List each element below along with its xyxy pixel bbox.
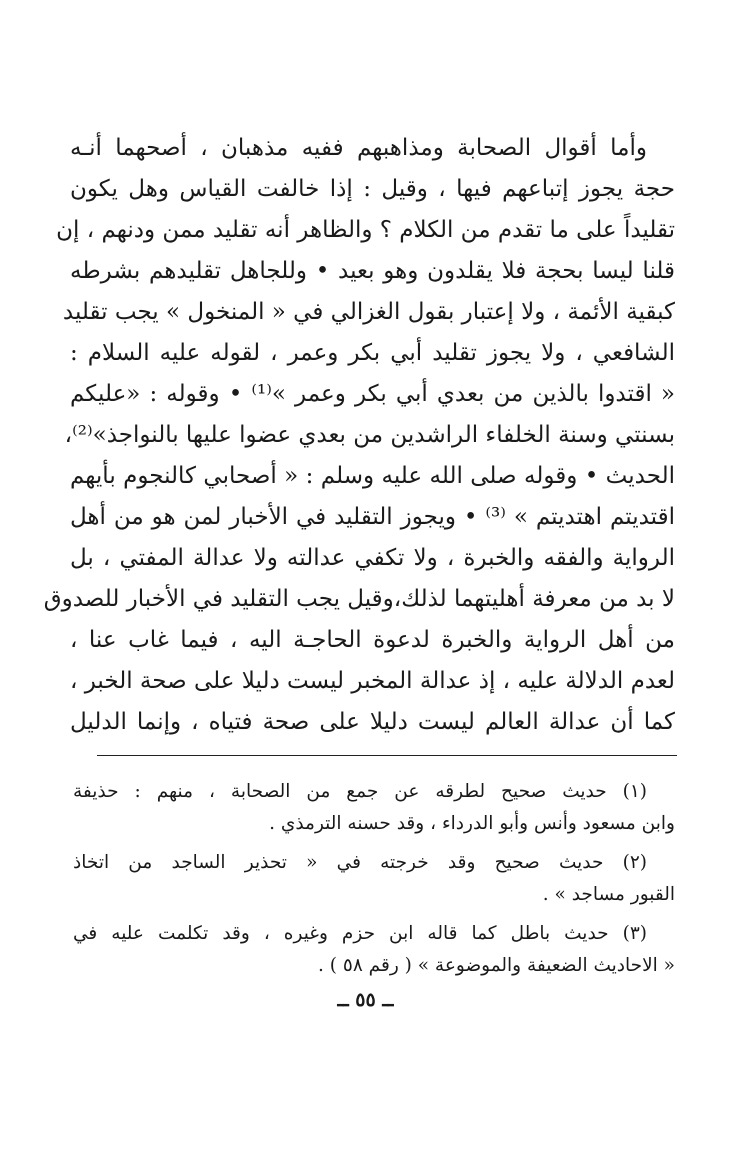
text-line: تقليداً على ما تقدم من الكلام ؟ والظاهر أنه تقليد ممن ودنهم ، إن <box>56 217 675 243</box>
footnote-3 <box>73 918 675 982</box>
footnote-line: (٣) حديث باطل كما قاله ابن حزم وغيره ، وقد تكلمت عليه في <box>73 923 647 944</box>
footnote-line: (١) حديث صحيح لطرقه عن جمع من الصحابة ، منهم : حذيفة <box>73 781 647 802</box>
text-line: لا بد من معرفة أهليتهما لذلك،وقيل يجب التقليد في الأخبار للصدوق <box>43 586 675 612</box>
text-line: بسنتي وسنة الخلفاء الراشدين من بعدي عضوا عليها بالنواجذ»⁽²⁾، <box>64 422 675 448</box>
text-line: الرواية والفقه والخبرة ، ولا تكفي عدالته ولا عدالة المفتي ، بل <box>70 545 675 571</box>
page-number: ــ ٥٥ ــ <box>337 989 394 1011</box>
text-line: لعدم الدلالة عليه ، إذ عدالة المخبر ليست دليلا على صحة الخبر ، <box>70 668 675 694</box>
footnote-line: « الاحاديث الضعيفة والموضوعة » ( رقم ٥٨ ) . <box>318 955 675 976</box>
main-text <box>43 128 675 743</box>
footnotes <box>73 776 675 982</box>
text-line: « اقتدوا بالذين من بعدي أبي بكر وعمر »⁽¹⁾ • وقوله : «عليكم <box>70 381 675 407</box>
footnote-line: وابن مسعود وأنس وأبو الدرداء ، وقد حسنه الترمذي . <box>269 813 675 834</box>
text-line: كبقية الأئمة ، ولا إعتبار بقول الغزالي في « المنخول » يجب تقليد <box>62 299 675 325</box>
text-line: كما أن عدالة العالم ليست دليلا على صحة فتياه ، وإنما الدليل <box>70 709 675 735</box>
footnote-line: (٢) حديث صحيح وقد خرجته في « تحذير الساجد من اتخاذ <box>73 852 647 873</box>
text-line: قلنا ليسا بحجة فلا يقلدون وهو بعيد • وللجاهل تقليدهم بشرطه <box>70 258 675 284</box>
footnote-separator <box>97 755 677 756</box>
text-line: الحديث • وقوله صلى الله عليه وسلم : « أصحابي كالنجوم بأيهم <box>70 463 675 489</box>
text-line: اقتديتم اهتديتم » ⁽³⁾ • ويجوز التقليد في الأخبار لمن هو من أهل <box>70 504 675 530</box>
text-line: من أهل الرواية والخبرة لدعوة الحاجـة اليه ، فيما غاب عنا ، <box>70 627 675 653</box>
footnote-2 <box>73 847 675 911</box>
footnote-1 <box>73 776 675 840</box>
text-line: وأما أقوال الصحابة ومذاهبهم ففيه مذهبان ، أصحهما أنـه <box>70 135 647 161</box>
text-line: حجة يجوز إتباعهم فيها ، وقيل : إذا خالفت القياس وهل يكون <box>70 176 675 202</box>
footnote-line: القبور مساجد » . <box>542 884 675 905</box>
text-line: الشافعي ، ولا يجوز تقليد أبي بكر وعمر ، لقوله عليه السلام : <box>70 340 675 366</box>
